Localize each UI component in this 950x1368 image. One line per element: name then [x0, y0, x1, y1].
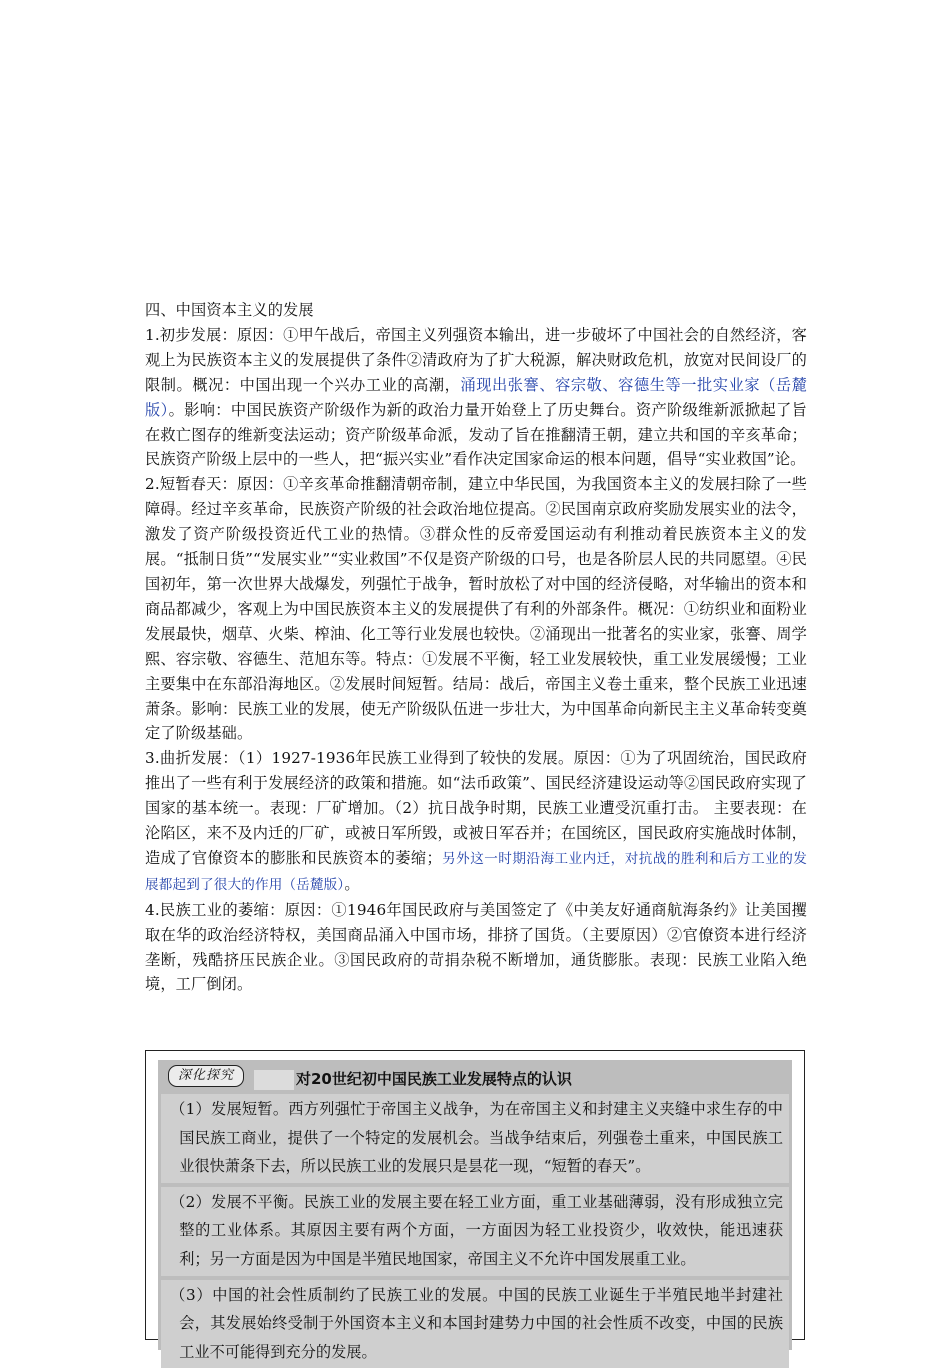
paragraph-shrinkage: 4.民族工业的萎缩：原因：①1946年国民政府与美国签定了《中美友好通商航海条约》让美国攫取在华的政治经济特权，美国商品涌入中国市场，排挤了国货。（主要原因）②官僚资本进行经济垄断，残酷挤压民族企业。③国民政府的苛捐杂税不断增加，通货膨胀。表现：民族工业陷入绝境，工厂倒闭。: [145, 900, 807, 994]
paragraph-twisted-development: [145, 746, 807, 897]
deep-inquiry-header: [158, 1060, 792, 1094]
inquiry-item: （1）发展短暂。西方列强忙于帝国主义战争，为在帝国主义和封建主义夹缝中求生存的中国民族工商业，提供了一个特定的发展机会。当战争结束后，列强卷土重来，中国民族工业很快萧条下去，所以民族工业的发展只是昙花一现，“短暂的春天”。: [161, 1094, 789, 1183]
deep-inquiry-box: [145, 1050, 805, 1361]
deep-inquiry-badge: 深化探究: [168, 1065, 244, 1087]
section-title: 四、中国资本主义的发展: [145, 301, 314, 319]
paragraph-short-spring: 2.短暂春天：原因：①辛亥革命推翻清朝帝制，建立中华民国，为我国资本主义的发展扫除了一些障碍。经过辛亥革命，民族资产阶级的社会政治地位提高。②民国南京政府奖励发展实业的法令，激发了资产阶级投资近代工业的热情。③群众性的反帝爱国运动有利推动着民族资本主义的发展。“抵制日货”“发展实业”“实业救国”不仅是资产阶级的口号，也是各阶层人民的共同愿望。④民国初年，第一次世界大战爆发，列强忙于战争，暂时放松了对中国的经济侵略，对华输出的资本和商品都减少，客观上为中国民族资本主义的发展提供了有利的外部条件。概况：①纺织业和面粉业发展最快，烟草、火柴、榨油、化工等行业发展也较快。②涌现出一批著名的实业家，张謇、周学熙、容宗敬、容德生、范旭东等。特点：①发展不平衡，轻工业发展较快，重工业发展缓慢；工业主要集中在东部沿海地区。②发展时间短暂。结局：战后，帝国主义卷土重来，整个民族工业迅速萧条。影响：民族工业的发展，使无产阶级队伍进一步壮大，为中国革命向新民主主义革命转变奠定了阶级基础。: [145, 475, 807, 743]
deep-inquiry-panel: [158, 1060, 792, 1361]
inquiry-item: （2）发展不平衡。民族工业的发展主要在轻工业方面，重工业基础薄弱，没有形成独立完整的工业体系。其原因主要有两个方面，一方面因为轻工业投资少，收效快，能迅速获利；另一方面是因为中国是半殖民地国家，帝国主义不允许中国发展重工业。: [161, 1187, 789, 1276]
header-grey-block: [254, 1070, 294, 1090]
document-body: [145, 298, 807, 997]
para3-text-a: 3.曲折发展：（1）1927-1936年民族工业得到了较快的发展。原因：①为了巩固统治，国民政府推出了一些有利于发展经济的政策和措施。如“法币政策”、国民经济建设运动等②国民政府实现了国家的基本统一。表现：厂矿增加。（2）抗日战争时期，民族工业遭受沉重打击。 主要表现：在沦陷区，来不及内迁的厂矿，或被日军所毁，或被日军吞并；在国统区，国民政府实施战时体制，造成了官僚资本的膨胀和民族资本的萎缩；: [145, 749, 807, 867]
deep-inquiry-title: 对20世纪初中国民族工业发展特点的认识: [296, 1070, 572, 1088]
para1-highlight: 涌现出张謇、容宗敬、容德生等一批实业家（岳麓版）: [145, 375, 808, 419]
para3-highlight: 另外这一时期沿海工业内迁，对抗战的胜利和后方工业的发展都起到了很大的作用（岳麓版）: [145, 850, 807, 893]
para3-text-b: 。: [344, 874, 360, 893]
para1-text-a: 1.初步发展：原因：①甲午战后，帝国主义列强资本输出，进一步破坏了中国社会的自然经济，客观上为民族资本主义的发展提供了条件②清政府为了扩大税源，解决财政危机，放宽对民间设厂的限制。概况：中国出现一个兴办工业的高潮，: [145, 325, 807, 394]
inquiry-item: （3）中国的社会性质制约了民族工业的发展。中国的民族工业诞生于半殖民地半封建社会，其发展始终受制于外国资本主义和本国封建势力中国的社会性质不改变，中国的民族工业不可能得到充分的发展。: [161, 1280, 789, 1368]
paragraph-initial-development: [145, 323, 807, 472]
para1-text-b: 。影响：中国民族资产阶级作为新的政治力量开始登上了历史舞台。资产阶级维新派掀起了旨在救亡图存的维新变法运动；资产阶级革命派，发动了旨在推翻清王朝，建立共和国的辛亥革命；民族资产阶级上层中的一些人，把“振兴实业”看作决定国家命运的根本问题，倡导“实业救国”论。: [145, 400, 807, 469]
